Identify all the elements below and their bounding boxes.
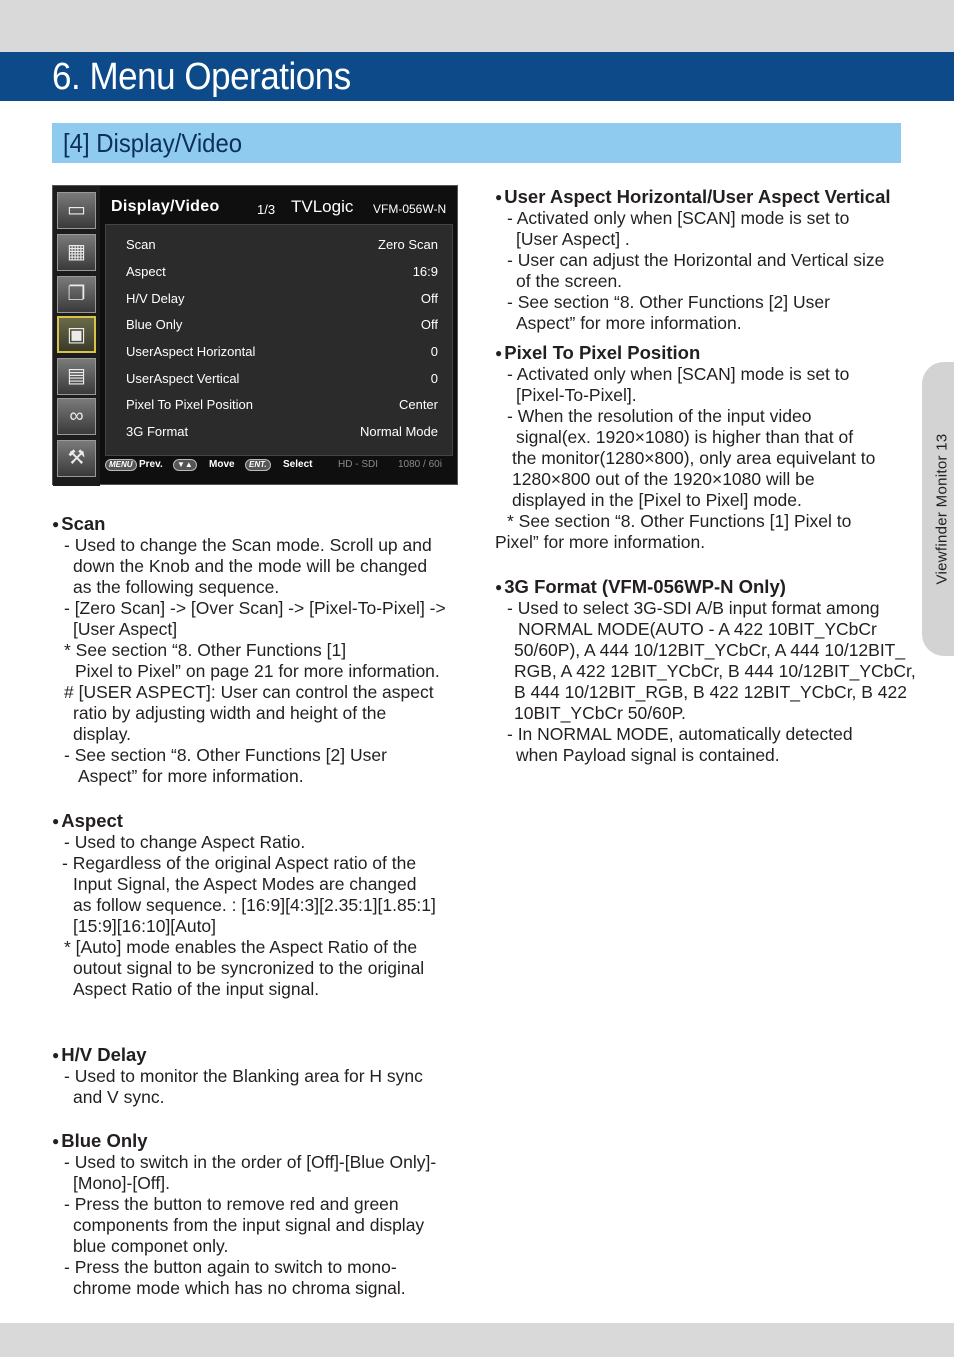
aspect-line: [15:9][16:10][Auto]	[73, 916, 217, 936]
blue-only-line: [Mono]-[Off].	[73, 1173, 170, 1193]
scan-line: - Used to change the Scan mode. Scroll up and	[64, 535, 432, 555]
scan-line: Pixel to Pixel” on page 21 for more information.	[75, 661, 440, 681]
chapter-title-bar	[0, 52, 954, 101]
bullet-icon: ●	[495, 346, 503, 360]
osd-row-label: 3G Format	[126, 424, 189, 439]
osd-footer	[103, 457, 455, 477]
osd-brand: TVLogic	[291, 197, 354, 216]
osd-page-indicator: 1/3	[257, 202, 276, 217]
osd-row	[126, 371, 444, 389]
blue-only-line: - Press the button to remove red and green	[64, 1194, 399, 1214]
user-aspect-line: - Activated only when [SCAN] mode is set to	[507, 208, 850, 228]
aspect-line: * [Auto] mode enables the Aspect Ratio of the	[64, 937, 418, 957]
osd-row	[126, 291, 444, 309]
display-video-icon: ▣	[57, 316, 96, 353]
osd-row	[126, 317, 444, 335]
color-bars-icon: ▦	[57, 234, 96, 271]
osd-select-label: Select	[283, 459, 313, 470]
three-g-format-line: 50/60P), A 444 10/12BIT_YCbCr, A 444 10/12BIT_	[514, 640, 906, 660]
bullet-icon: ●	[52, 517, 60, 531]
osd-title: Display/Video	[111, 198, 220, 215]
scan-line: ratio by adjusting width and height of the	[73, 703, 387, 723]
osd-move-label: Move	[209, 459, 235, 470]
windows-icon: ❐	[57, 276, 96, 313]
osd-screenshot	[52, 185, 458, 485]
side-tab	[922, 362, 954, 656]
osd-row-value: Normal Mode	[359, 424, 438, 439]
scan-line: * See section “8. Other Functions [1]	[64, 640, 347, 660]
scan-line: Aspect” for more information.	[78, 766, 304, 786]
osd-row	[126, 397, 444, 415]
osd-row-value: Zero Scan	[378, 237, 438, 252]
osd-ent-key: ENT.	[245, 459, 271, 471]
user-aspect-heading: ● User Aspect Horizontal/User Aspect Vertical	[495, 186, 891, 207]
osd-row	[126, 424, 444, 442]
osd-row-value: Center	[398, 397, 438, 412]
scan-line: as the following sequence.	[73, 577, 280, 597]
monitor-icon: ▭	[57, 192, 96, 229]
aspect-line: - Regardless of the original Aspect ratio of the	[62, 853, 417, 873]
blue-only-line: - Press the button again to switch to mono-	[64, 1257, 397, 1277]
aspect-line: outout signal to be syncronized to the original	[73, 958, 425, 978]
hv-delay-line: - Used to monitor the Blanking area for H sync	[64, 1066, 423, 1086]
aspect-line: Aspect Ratio of the input signal.	[73, 979, 320, 999]
right-column-3g-format	[495, 576, 916, 766]
osd-menu-panel	[105, 224, 453, 456]
left-column-hv-delay	[52, 1044, 423, 1108]
scan-line: [User Aspect]	[73, 619, 178, 639]
three-g-format-line: - In NORMAL MODE, automatically detected	[507, 724, 853, 744]
osd-header	[103, 196, 459, 220]
blue-only-heading: ● Blue Only	[52, 1130, 148, 1151]
blue-only-line: chrome mode which has no chroma signal.	[73, 1278, 406, 1298]
hv-delay-line: and V sync.	[73, 1087, 165, 1107]
section-title: [4] Display/Video	[63, 128, 243, 158]
scan-line: down the Knob and the mode will be changed	[73, 556, 428, 576]
osd-row	[126, 344, 444, 362]
bullet-icon: ●	[52, 1134, 60, 1148]
osd-move-key: ▼▲	[173, 459, 197, 471]
user-aspect-line: - User can adjust the Horizontal and Vertical size	[507, 250, 885, 270]
tools-icon: ⚒	[57, 440, 96, 477]
scan-line: - See section “8. Other Functions [2] User	[64, 745, 387, 765]
hv-delay-heading: ● H/V Delay	[52, 1044, 147, 1065]
pixel-to-pixel-heading: ● Pixel To Pixel Position	[495, 342, 701, 363]
three-g-format-line: B 444 10/12BIT_RGB, B 422 12BIT_YCbCr, B 422	[514, 682, 908, 702]
scan-line: display.	[73, 724, 132, 744]
scan-line: - [Zero Scan] -> [Over Scan] -> [Pixel-To-Pixel] ->	[64, 598, 446, 618]
osd-row-label: Pixel To Pixel Position	[126, 397, 253, 412]
osd-row	[126, 264, 444, 282]
osd-row-value: Off	[420, 291, 438, 306]
pixel-to-pixel-line: displayed in the [Pixel to Pixel] mode.	[512, 490, 802, 510]
pixel-to-pixel-line: the monitor(1280×800), only area equivelant to	[512, 448, 876, 468]
osd-row-label: H/V Delay	[126, 291, 185, 306]
osd-row-label: UserAspect Vertical	[126, 371, 240, 386]
osd-input-label: HD - SDI	[338, 459, 378, 470]
blue-only-line: blue componet only.	[73, 1236, 229, 1256]
right-column-user-aspect	[495, 186, 891, 334]
left-column-aspect	[52, 810, 436, 1000]
osd-prev-label: Prev.	[139, 459, 163, 470]
osd-row	[126, 237, 444, 255]
side-tab-label: Viewfinder Monitor 13	[933, 433, 951, 585]
left-column-blue-only	[52, 1130, 437, 1299]
user-aspect-line: [User Aspect] .	[516, 229, 630, 249]
aspect-heading: ● Aspect	[52, 810, 123, 831]
three-g-format-line: NORMAL MODE(AUTO - A 422 10BIT_YCbCr	[518, 619, 877, 639]
user-aspect-line: - See section “8. Other Functions [2] User	[507, 292, 830, 312]
scan-line: # [USER ASPECT]: User can control the aspect	[64, 682, 434, 702]
osd-row-value: 0	[430, 344, 438, 359]
pixel-to-pixel-line: * See section “8. Other Functions [1] Pixel to	[507, 511, 852, 531]
user-aspect-line: Aspect” for more information.	[516, 313, 742, 333]
bullet-icon: ●	[52, 814, 60, 828]
pixel-to-pixel-line: [Pixel-To-Pixel].	[516, 385, 637, 405]
three-g-format-line: - Used to select 3G-SDI A/B input format among	[507, 598, 880, 618]
top-band	[0, 0, 954, 52]
scan-heading: ● Scan	[52, 513, 106, 534]
osd-model: VFM-056W-N	[373, 202, 447, 216]
three-g-format-heading: ● 3G Format (VFM-056WP-N Only)	[495, 576, 786, 597]
user-aspect-line: of the screen.	[516, 271, 623, 291]
osd-row-label: Aspect	[126, 264, 166, 279]
osd-format-label: 1080 / 60i	[398, 459, 442, 470]
osd-row-value: 0	[430, 371, 438, 386]
image-icon: ▤	[57, 358, 96, 395]
pixel-to-pixel-line: signal(ex. 1920×1080) is higher than that of	[516, 427, 854, 447]
bullet-icon: ●	[52, 1048, 60, 1062]
blue-only-line: components from the input signal and display	[73, 1215, 425, 1235]
chapter-title: 6. Menu Operations	[52, 56, 351, 98]
osd-menu-key: MENU	[105, 459, 137, 471]
bullet-icon: ●	[495, 580, 503, 594]
osd-row-value: Off	[420, 317, 438, 332]
bottom-band	[0, 1323, 954, 1357]
osd-row-label: Scan	[126, 237, 156, 252]
link-icon: ∞	[57, 398, 96, 435]
pixel-to-pixel-line: - Activated only when [SCAN] mode is set to	[507, 364, 850, 384]
right-column-pixel-to-pixel	[495, 342, 876, 553]
aspect-line: as follow sequence. : [16:9][4:3][2.35:1][1.85:1]	[73, 895, 436, 915]
three-g-format-line: RGB, A 422 12BIT_YCbCr, B 444 10/12BIT_YCbCr,	[514, 661, 916, 681]
bullet-icon: ●	[495, 190, 503, 204]
pixel-to-pixel-line: 1280×800 out of the 1920×1080 will be	[512, 469, 815, 489]
pixel-to-pixel-line: Pixel” for more information.	[495, 532, 706, 552]
pixel-to-pixel-line: - When the resolution of the input video	[507, 406, 812, 426]
three-g-format-line: 10BIT_YCbCr 50/60P.	[514, 703, 686, 723]
aspect-line: Input Signal, the Aspect Modes are changed	[73, 874, 417, 894]
section-title-bar	[52, 123, 901, 163]
osd-icon-column	[53, 186, 100, 486]
left-column	[52, 513, 446, 787]
three-g-format-line: when Payload signal is contained.	[516, 745, 780, 765]
blue-only-line: - Used to switch in the order of [Off]-[Blue Only]-	[64, 1152, 437, 1172]
osd-row-label: Blue Only	[126, 317, 183, 332]
osd-row-value: 16:9	[412, 264, 438, 279]
aspect-line: - Used to change Aspect Ratio.	[64, 832, 306, 852]
osd-row-label: UserAspect Horizontal	[126, 344, 256, 359]
